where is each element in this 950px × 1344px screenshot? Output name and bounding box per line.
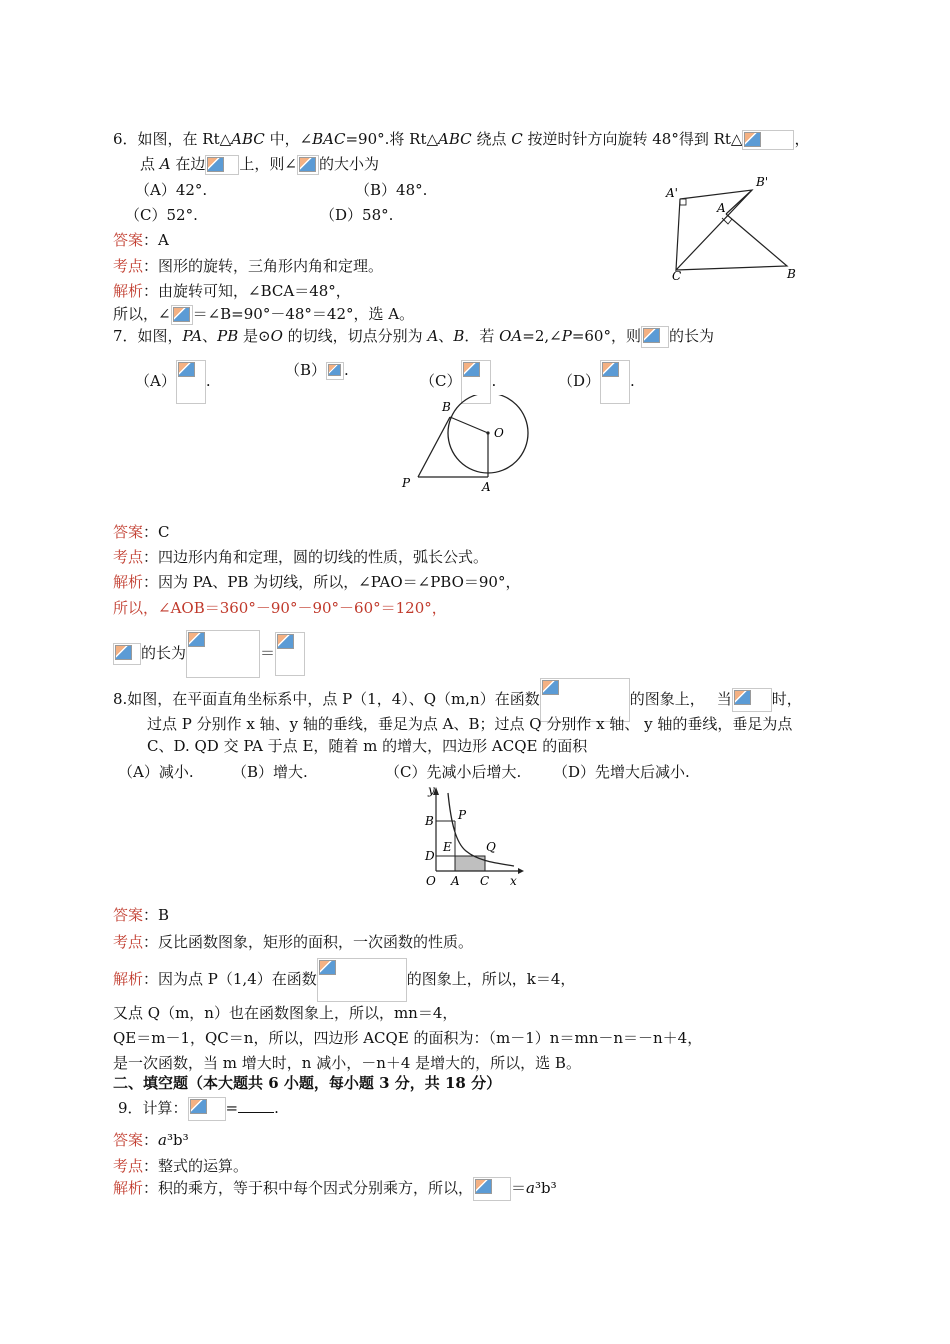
label-x: x (510, 874, 517, 888)
formula-image-icon (732, 688, 772, 712)
q7-kaodian: 考点：四边形内角和定理，圆的切线的性质，弧长公式。 (113, 548, 489, 566)
label-b: B (425, 814, 434, 828)
formula-image-icon (473, 1177, 511, 1201)
label-e: E (443, 840, 452, 854)
label-c: C (672, 269, 682, 282)
q9-answer: 答案：a³b³ (113, 1131, 189, 1149)
q8-kaodian: 考点：反比函数图象，矩形的面积，一次函数的性质。 (113, 933, 474, 951)
label-d: D (425, 849, 435, 863)
formula-image-icon (600, 360, 630, 404)
label-a: A (482, 480, 491, 494)
formula-image-icon (326, 362, 344, 380)
label-a-prime: A' (666, 186, 678, 200)
q8-jiexi-2: 又点 Q（m，n）也在函数图象上，所以，mn＝4， (113, 1004, 458, 1022)
q8-option-d: （D）先增大后减小. (553, 763, 690, 781)
q6-line-2: 点 A 在边 上，则∠ 的大小为 (140, 155, 379, 173)
q6-jiexi: 解析：由旋转可知，∠BCA＝48°， (113, 282, 351, 300)
formula-image-icon (188, 1097, 226, 1121)
formula-image-icon (275, 632, 305, 676)
label-o: O (426, 874, 436, 888)
formula-image-icon (742, 130, 794, 150)
formula-image-icon (176, 360, 206, 404)
formula-image-icon (186, 630, 260, 678)
q6-option-c: （C）52°. (125, 206, 198, 224)
q8-option-a: （A）减小. (118, 763, 194, 781)
q9-kaodian: 考点：整式的运算。 (113, 1157, 249, 1175)
q7-circle-figure (398, 395, 538, 495)
q7-jiexi: 解析：因为 PA、PB 为切线，所以，∠PAO＝∠PBO＝90°， (113, 573, 521, 591)
q6-option-d: （D）58°. (320, 206, 394, 224)
formula-image-icon (641, 326, 669, 348)
q8-jiexi-3: QE＝m－1，QC＝n，所以，四边形 ACQE 的面积为：（m－1）n＝mn－n＝－n＋4， (113, 1029, 703, 1047)
q8-line-3: C、D. QD 交 PA 于点 E，随着 m 的增大，四边形 ACQE 的面积 (147, 737, 588, 755)
q7-answer: 答案：C (113, 523, 170, 541)
label-y: y (428, 783, 435, 797)
label-p: P (458, 808, 467, 822)
answer-blank (238, 1098, 274, 1113)
q8-line-1: 8.如图，在平面直角坐标系中，点 P（1，4）、Q（m,n）在函数 的图象上， 当 时， (113, 678, 802, 722)
label-q: Q (486, 840, 496, 854)
q9-jiexi: 解析：积的乘方，等于积中每个因式分别乘方，所以， ＝a³b³ (113, 1177, 557, 1201)
label-b: B (442, 400, 451, 414)
q8-option-b: （B）增大. (232, 763, 308, 781)
q8-jiexi-4: 是一次函数，当 m 增大时，n 减小，－n＋4 是增大的，所以，选 B。 (113, 1054, 581, 1072)
q7-jiexi-2: 所以，∠AOB＝360°－90°－90°－60°＝120°， (113, 599, 447, 617)
q6-jiexi-2: 所以，∠ ＝∠B=90°－48°＝42°，选 A。 (113, 305, 415, 323)
q6-answer: 答案：A (113, 231, 169, 249)
section-heading: 二、填空题（本大题共 6 小题，每小题 3 分，共 18 分） (113, 1074, 502, 1092)
q7-line-1: 7．如图，PA、PB 是⊙O 的切线，切点分别为 A、B．若 OA=2,∠P=60°，则 的长为 (113, 326, 714, 348)
label-o: O (494, 426, 504, 440)
label-b-prime: B' (756, 175, 769, 189)
q6-line-1: 6．如图，在 Rt△ABC 中，∠BAC=90°.将 Rt△ABC 绕点 C 按逆时针方向旋转 48°得到 Rt△ ， (113, 130, 810, 148)
q6-option-a: （A）42°. (135, 181, 208, 199)
formula-image-icon (317, 958, 407, 1002)
formula-image-icon (113, 643, 141, 665)
q8-coordinate-figure (418, 783, 528, 893)
label-a: A (717, 201, 726, 215)
formula-image-icon (297, 155, 319, 175)
q9-line-1: 9．计算： = . (118, 1097, 279, 1121)
q7-option-a: （A） . (135, 360, 211, 404)
q8-jiexi: 解析：因为点 P（1,4）在函数 的图象上，所以，k＝4， (113, 958, 575, 1002)
label-a: A (451, 874, 460, 888)
formula-image-icon (205, 155, 239, 175)
q7-option-d: （D） . (558, 360, 635, 404)
q7-option-b: （B） . (285, 361, 349, 379)
label-c: C (480, 874, 490, 888)
label-b: B (787, 267, 796, 281)
label-p: P (402, 476, 411, 490)
q6-kaodian: 考点：图形的旋转，三角形内角和定理。 (113, 257, 384, 275)
q7-jiexi-3: 的长为 ＝ (113, 630, 305, 678)
formula-image-icon (171, 305, 193, 325)
q6-rotation-figure (660, 172, 810, 282)
q8-line-2: 过点 P 分别作 x 轴、y 轴的垂线，垂足为点 A、B；过点 Q 分别作 x 轴、 y 轴的垂线，垂足为点 (147, 715, 793, 733)
q8-option-c: （C）先减小后增大. (385, 763, 522, 781)
q7-option-c: （C） . (420, 360, 496, 404)
q6-option-b: （B）48°. (355, 181, 428, 199)
q8-answer: 答案：B (113, 906, 170, 924)
